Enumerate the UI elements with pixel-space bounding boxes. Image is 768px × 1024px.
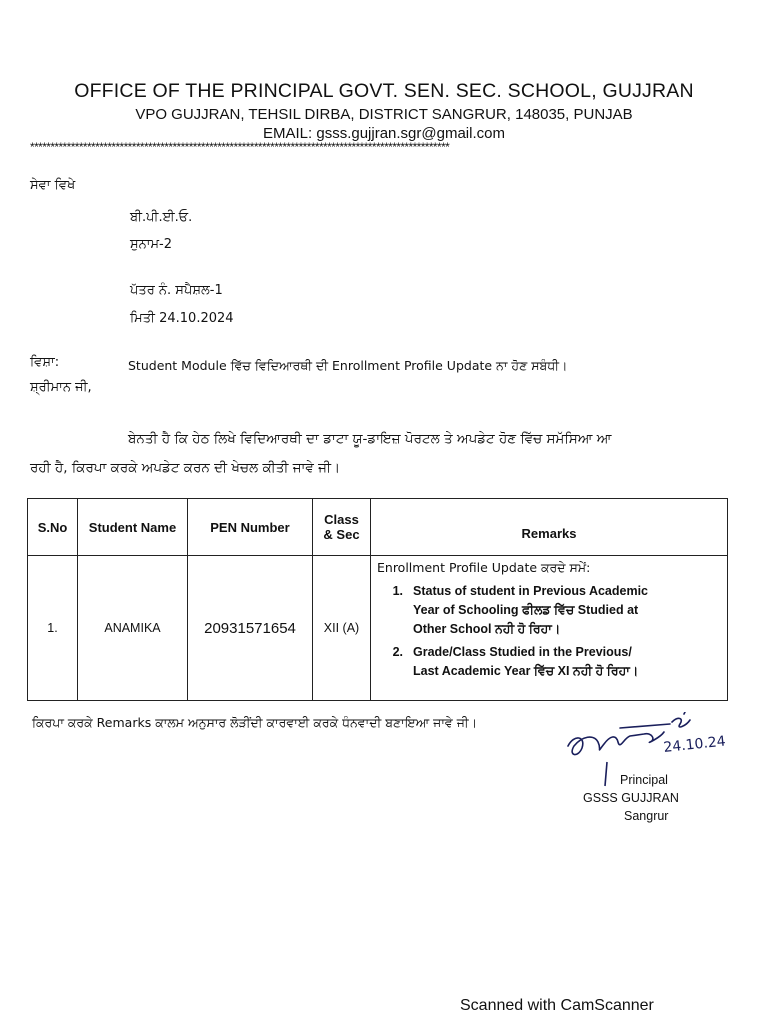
- student-table: [27, 498, 728, 701]
- recipient-line2: ਸੁਨਾਮ-2: [130, 237, 173, 252]
- remarks-item-1-line3: Other School ਨਹੀ ਹੋ ਰਿਹਾ।: [413, 622, 561, 636]
- header-class-sec: [313, 499, 371, 556]
- salutation: ਸ਼੍ਰੀਮਾਨ ਜੀ,: [30, 380, 92, 395]
- signature-place: Sangrur: [624, 809, 669, 823]
- office-email: EMAIL: gsss.gujjran.sgr@gmail.com: [263, 125, 505, 142]
- signature-date: 24.10.24: [662, 733, 727, 756]
- office-address: VPO GUJJRAN, TEHSIL DIRBA, DISTRICT SANGRUR, 148035, PUNJAB: [135, 106, 633, 123]
- letter-date: ਮਿਤੀ 24.10.2024: [130, 311, 234, 326]
- header-remarks: Remarks: [371, 499, 728, 556]
- remarks-item-2-num: 2.: [392, 645, 403, 659]
- letter-number: ਪੱਤਰ ਨੰ. ਸਪੈਸ਼ਲ-1: [130, 283, 223, 298]
- header-class-line2: & Sec: [323, 527, 360, 542]
- body-line1: ਬੇਨਤੀ ਹੈ ਕਿ ਹੇਠ ਲਿਖੇ ਵਿਦਿਆਰਥੀ ਦਾ ਡਾਟਾ ਯੂ-ਡਾਇਜ਼ ਪੋਰਟਲ ਤੇ ਅਪਡੇਟ ਹੋਣ ਵਿੱਚ ਸਮੱਸਿਆ ਆ: [128, 431, 612, 447]
- recipient-line1: ਬੀ.ਪੀ.ਈ.ਓ.: [130, 210, 193, 225]
- signature-school: GSSS GUJJRAN: [583, 791, 679, 805]
- subject-label: ਵਿਸ਼ਾ:: [30, 355, 60, 370]
- closing-line: ਕਿਰਪਾ ਕਰਕੇ Remarks ਕਾਲਮ ਅਨੁਸਾਰ ਲੋੜੀਂਦੀ ਕਾਰਵਾਈ ਕਰਕੇ ਧੰਨਵਾਦੀ ਬਣਾਇਆ ਜਾਵੇ ਜੀ।: [32, 715, 478, 730]
- header-separator: *******************************************************************************************************: [30, 140, 450, 154]
- cell-class: XII (A): [313, 556, 371, 701]
- cell-pen-number: 20931571654: [188, 556, 313, 701]
- remarks-intro: Enrollment Profile Update ਕਰਦੇ ਸਮੇਂ:: [377, 560, 591, 575]
- remarks-item-2-line2: Last Academic Year ਵਿੱਚ XI ਨਹੀ ਹੋ ਰਿਹਾ।: [413, 664, 639, 678]
- recipient-label: ਸੇਵਾ ਵਿਖੇ: [30, 178, 76, 193]
- cell-sno: 1.: [28, 556, 78, 701]
- office-title: OFFICE OF THE PRINCIPAL GOVT. SEN. SEC. SCHOOL, GUJJRAN: [74, 80, 694, 102]
- header-pen-number: PEN Number: [188, 499, 313, 556]
- subject-text: Student Module ਵਿੱਚ ਵਿਦਿਆਰਥੀ ਦੀ Enrollment Profile Update ਨਾ ਹੋਣ ਸਬੰਧੀ।: [128, 358, 568, 373]
- header-class-line1: Class: [324, 512, 359, 527]
- table-row: [28, 556, 728, 701]
- remarks-item-2: [377, 643, 719, 681]
- remarks-item-2-line1: Grade/Class Studied in the Previous/: [413, 645, 632, 659]
- signature-title: Principal: [620, 773, 668, 787]
- body-line2: ਰਹੀ ਹੈ, ਕਿਰਪਾ ਕਰਕੇ ਅਪਡੇਟ ਕਰਨ ਦੀ ਖੇਚਲ ਕੀਤੀ ਜਾਵੇ ਜੀ।: [30, 460, 341, 476]
- table-header-row: [28, 499, 728, 556]
- remarks-item-1: [377, 582, 719, 639]
- remarks-item-1-line1: Status of student in Previous Academic: [413, 584, 649, 598]
- camscanner-watermark: Scanned with CamScanner: [460, 997, 654, 1014]
- remarks-item-1-num: 1.: [392, 584, 403, 598]
- remarks-item-1-line2: Year of Schooling ਫੀਲਡ ਵਿੱਚ Studied at: [413, 603, 639, 617]
- cell-student-name: ANAMIKA: [78, 556, 188, 701]
- header-sno: S.No: [28, 499, 78, 556]
- cell-remarks: [371, 556, 728, 701]
- header-student-name: Student Name: [78, 499, 188, 556]
